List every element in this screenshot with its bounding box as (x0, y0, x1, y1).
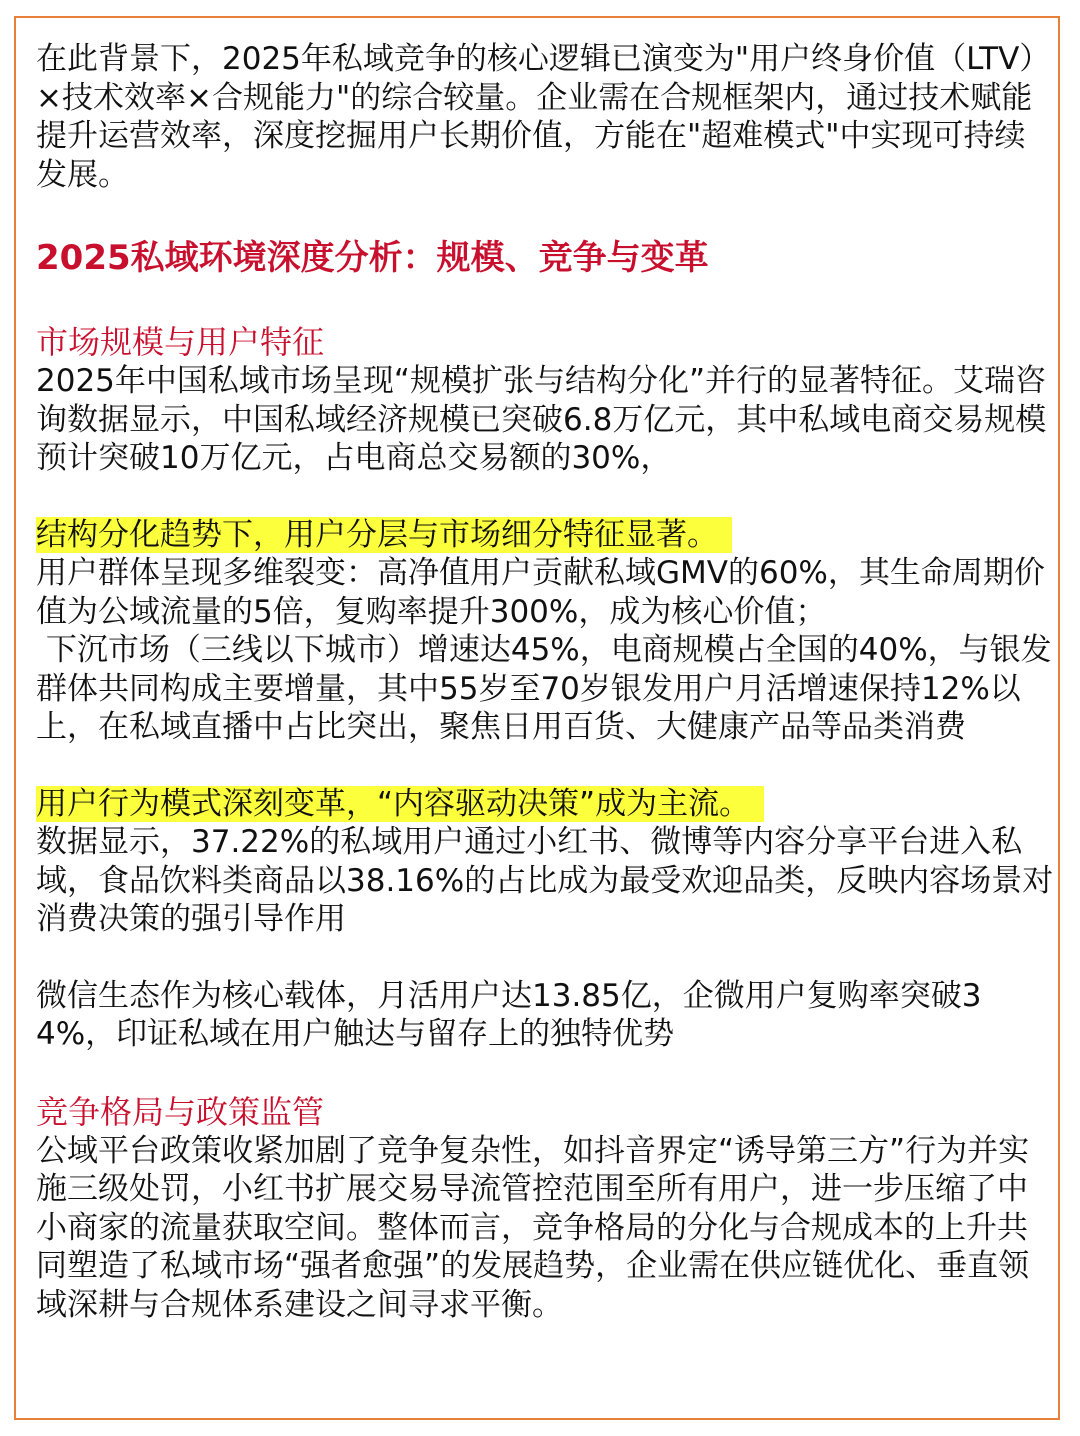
article-content (36, 40, 1056, 1324)
market-paragraph: 2025年中国私域市场呈现“规模扩张与结构分化”并行的显著特征。艾瑞咨询数据显示，中国私域经济规模已突破6.8万亿元，其中私域电商交易规模预计突破10万亿元，占电商总交易额的30%， (36, 363, 1047, 476)
competition-paragraph: 公域平台政策收紧加剧了竞争复杂性，如抖音界定“诱导第三方”行为并实施三级处罚，小红书扩展交易导流管控范围至所有用户，进一步压缩了中小商家的流量获取空间。整体而言，竞争格局的分化与合规成本的上升共同塑造了私域市场“强者愈强”的发展趋势，企业需在供应链优化、垂直领域深耕与合规体系建设之间寻求平衡。 (36, 1132, 1030, 1323)
highlight-text-structure: 结构分化趋势下，用户分层与市场细分特征显著。 (36, 517, 732, 553)
content-driven-paragraph: 数据显示，37.22%的私域用户通过小红书、微博等内容分享平台进入私域，食品饮料类商品以38.16%的占比成为最受欢迎品类，反映内容场景对消费决策的强引导作用 (36, 824, 1054, 937)
highlight-heading-behavior (36, 785, 1056, 824)
highlight-text-behavior: 用户行为模式深刻变革，“内容驱动决策”成为主流。 (36, 786, 764, 822)
section-title-market: 市场规模与用户特征 (36, 323, 325, 361)
user-segmentation-paragraph: 用户群体呈现多维裂变：高净值用户贡献私域GMV的60%，其生命周期价值为公域流量的5倍，复购率提升300%，成为核心价值； (36, 555, 1045, 630)
main-title: 2025私域环境深度分析：规模、竞争与变革 (36, 238, 709, 278)
lower-tier-paragraph: 下沉市场（三线以下城市）增速达45%，电商规模占全国的40%，与银发群体共同构成主要增量，其中55岁至70岁银发用户月活增速保持12%以上，在私域直播中占比突出，聚焦日用百货、大健康产品等品类消费 (36, 632, 1052, 745)
section-title-competition: 竞争格局与政策监管 (36, 1092, 325, 1131)
intro-paragraph: 在此背景下，2025年私域竞争的核心逻辑已演变为"用户终身价值（LTV）×技术效率×合规能力"的综合较量。企业需在合规框架内，通过技术赋能提升运营效率，深度挖掘用户长期价值，方能在"超难模式"中实现可持续发展。 (36, 41, 1051, 193)
highlight-heading-structure (36, 516, 1056, 555)
wechat-paragraph: 微信生态作为核心载体，月活用户达13.85亿，企微用户复购率突破34%，印证私域在用户触达与留存上的独特优势 (36, 977, 982, 1052)
